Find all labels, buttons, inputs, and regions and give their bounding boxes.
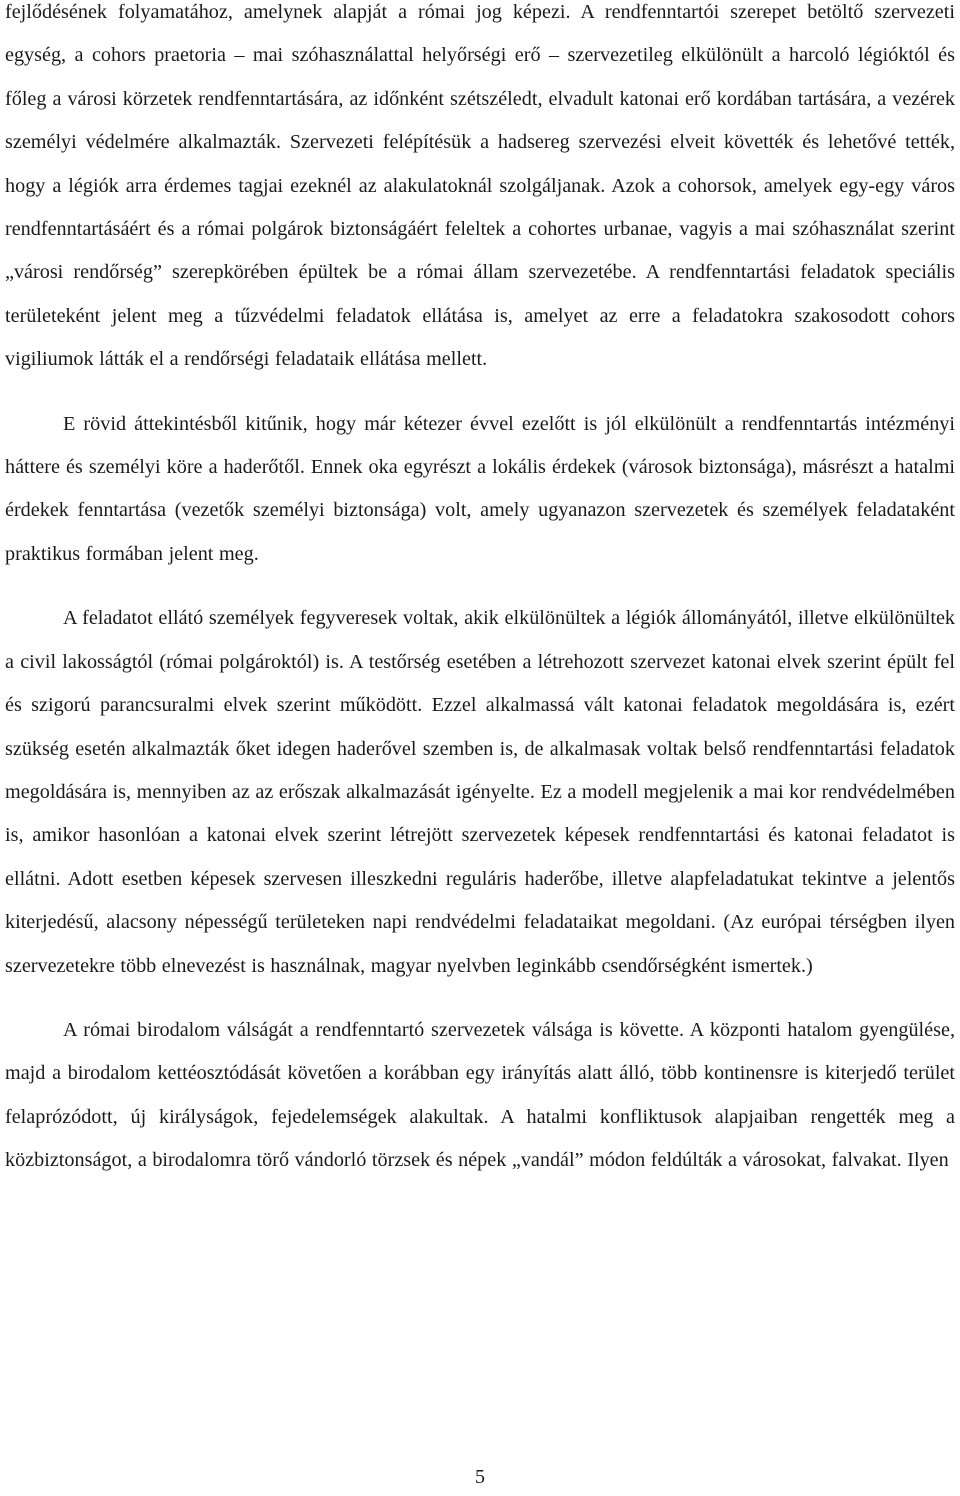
paragraph-armed-personnel: A feladatot ellátó személyek fegyveresek voltak, akik elkülönültek a légiók állományától, illetve elkülönültek a civil lakosságtól (római polgároktól) is. A testőrség esetében a létrehozott szervezet katonai elvek szerint épült fel és szigorú parancsuralmi elvek szerint működött. Ezzel alkalmassá vált katonai feladatok megoldására is, ezért szükség esetén alkalmazták őket idegen haderővel szemben is, de alkalmasak voltak belső rendfenntartási feladatok megoldására is, mennyiben az az erőszak alkalmazását igényelte. Ez a modell megjelenik a mai kor rendvédelmében is, amikor hasonlóan a katonai elvek szerint létrejött szervezetek képesek rendfenntartási és katonai feladatot is ellátni. Adott esetben képesek szervesen illeszkedni reguláris haderőbe, illetve alapfeladatukat tekintve a jelentős kiterjedésű, alacsony népességű területeken napi rendvédelmi feladataikat megoldani. (Az európai térségben ilyen szervezetekre több elnevezést is használnak, magyar nyelvben leginkább csendőrségként ismertek.) [5, 607, 955, 977]
paragraph-empire-crisis: A római birodalom válságát a rendfenntartó szervezetek válsága is követte. A központi hatalom gyengülése, majd a birodalom kettéosztódását követően a korábban egy irányítás alatt álló, több kontinensre is kiterjedő terület felaprózódott, új királyságok, fejedelemségek alakultak. A hatalmi konfliktusok alapjaiban rengették meg a közbiztonságot, a birodalomra törő vándorló törzsek és népek „vandál” módon feldúlták a városokat, falvakat. Ilyen [5, 1018, 955, 1172]
document-page [5, 0, 955, 1183]
page-number: 5 [475, 1466, 485, 1488]
paragraph-overview: E rövid áttekintésből kitűnik, hogy már kétezer évvel ezelőtt is jól elkülönült a rendfenntartás intézményi háttere és személyi köre a haderőtől. Ennek oka egyrészt a lokális érdekek (városok biztonsága), másrészt a hatalmi érdekek fenntartása (vezetők személyi biztonsága) volt, amely ugyanazon szervezetek és személyek feladataként praktikus formában jelent meg. [5, 412, 955, 565]
paragraph-roman-law-cohorts: fejlődésének folyamatához, amelynek alapját a római jog képezi. A rendfenntartói szerepet betöltő szervezeti egység, a cohors praetoria – mai szóhasználattal helyőrségi erő – szervezetileg elkülönült a harcoló légióktól és főleg a városi körzetek rendfenntartására, az időnként szétszéledt, elvadult katonai erő kordában tartására, a vezérek személyi védelmére alkalmazták. Szervezeti felépítésük a hadsereg szervezési elveit követték és lehetővé tették, hogy a légiók arra érdemes tagjai ezeknél az alakulatoknál szolgáljanak. Azok a cohorsok, amelyek egy-egy város rendfenntartásáért és a római polgárok biztonságáért feleltek a cohortes urbanae, vagyis a mai szóhasználat szerint „városi rendőrség” szerepkörében épültek be a római állam szervezetébe. A rendfenntartási feladatok speciális területeként jelent meg a tűzvédelmi feladatok ellátása is, amelyet az erre a feladatokra szakosodott cohors vigiliumok látták el a rendőrségi feladataik ellátása mellett. [5, 1, 955, 371]
